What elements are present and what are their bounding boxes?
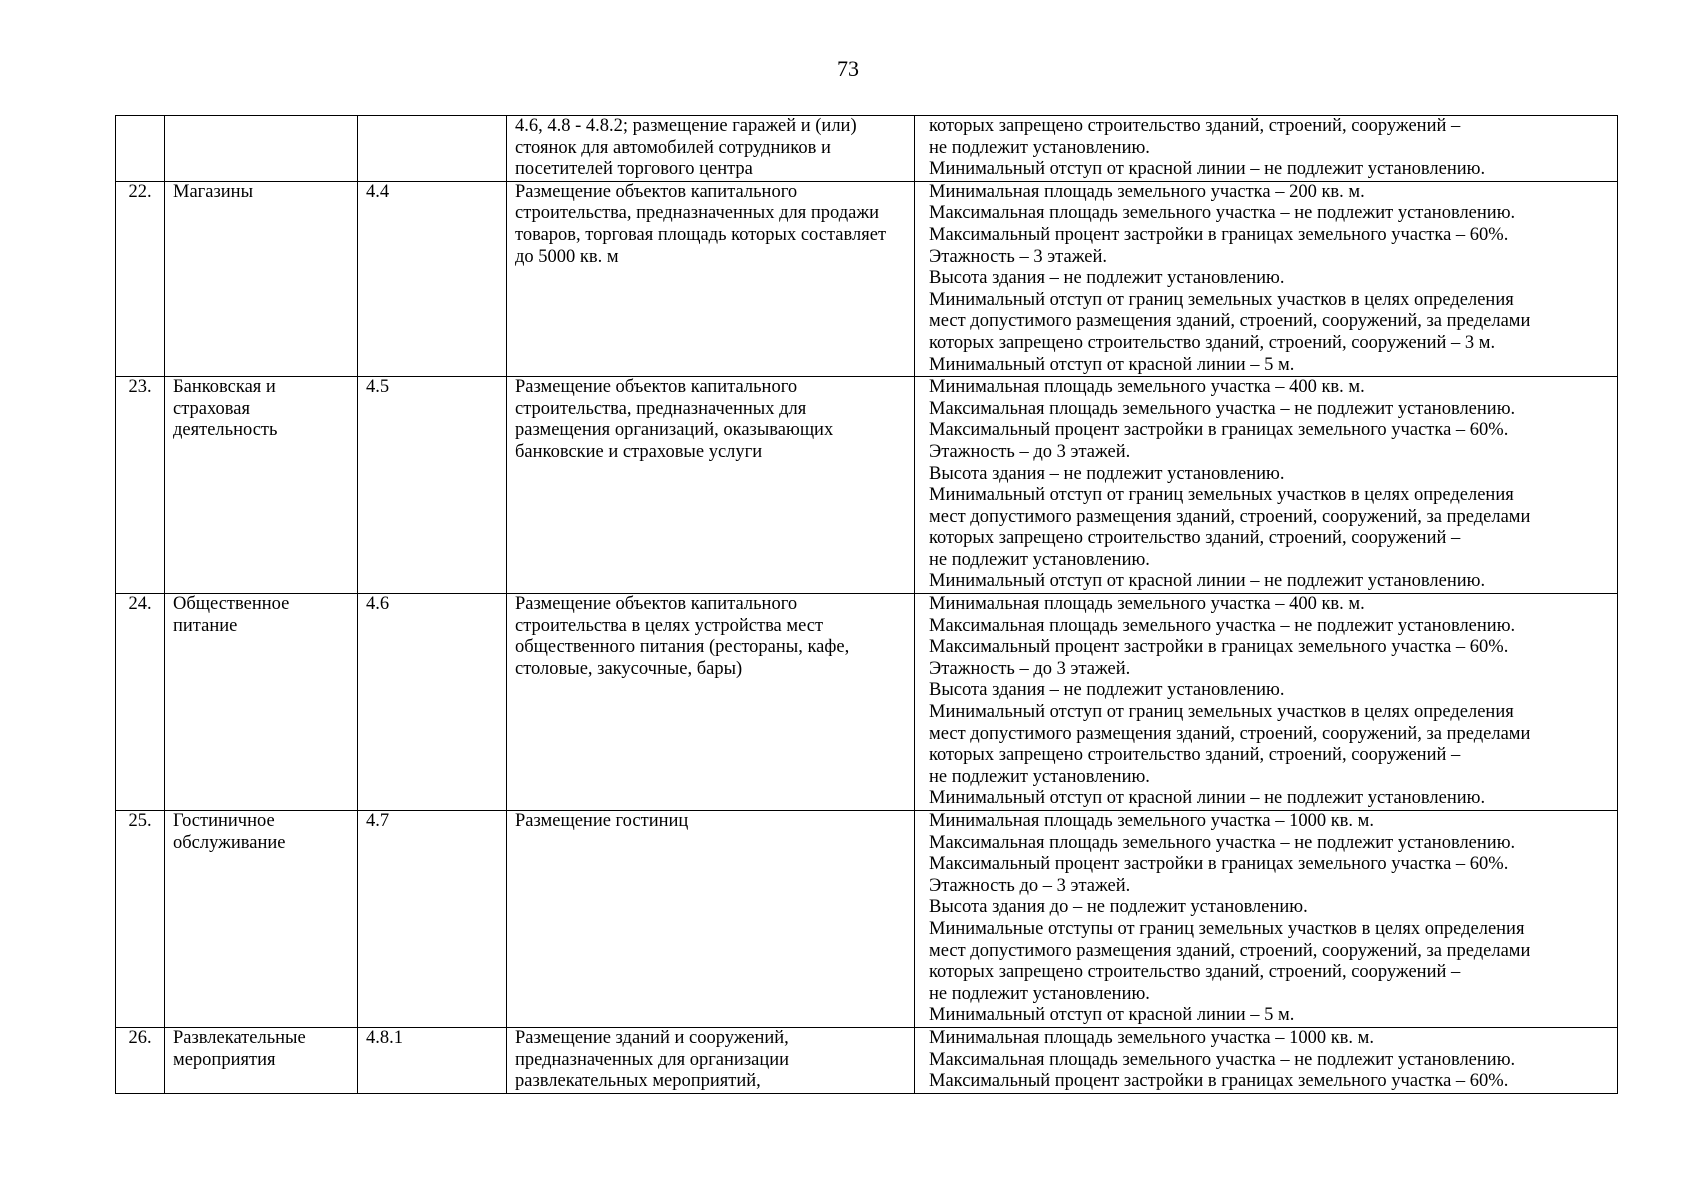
table-row [116, 811, 1618, 1028]
parameters-cell [915, 116, 1618, 182]
description-text: 4.6, 4.8 - 4.8.2; размещение гаражей и (или) стоянок для автомобилей сотрудников и посетителей торгового центра [515, 116, 857, 180]
description-cell [507, 1027, 915, 1093]
page-number: 73 [837, 56, 859, 81]
regulations-table [115, 115, 1618, 1094]
row-number-cell: 26. [116, 1027, 165, 1093]
parameter-line: Минимальная площадь земельного участка – 1000 кв. м. [929, 1027, 1375, 1048]
use-code-cell [358, 116, 507, 182]
parameter-line: Минимальная площадь земельного участка – 1000 кв. м. [929, 811, 1375, 831]
parameter-line: Высота здания – не подлежит установлению. [929, 680, 1285, 701]
parameter-line: Максимальный процент застройки в границах земельного участка – 60%. [929, 224, 1509, 245]
use-name-cell [165, 594, 358, 811]
parameter-line: Максимальная площадь земельного участка – не подлежит установлению. [929, 398, 1516, 419]
use-code-cell: 4.7 [358, 811, 507, 1028]
parameter-line: Максимальная площадь земельного участка – не подлежит установлению. [929, 615, 1516, 636]
table-row [116, 181, 1618, 376]
description-text: Размещение зданий и сооружений, предназначенных для организации развлекательных мероприятий, [515, 1027, 790, 1092]
parameter-line: Минимальный отступ от красной линии – 5 м. [929, 354, 1295, 375]
parameters-cell [915, 594, 1618, 811]
description-text: Размещение объектов капитального строительства, предназначенных для размещения организаций, оказывающих банковские и страховые услуги [515, 377, 834, 462]
parameter-line: Минимальный отступ от красной линии – не подлежит установлению. [929, 159, 1486, 180]
description-cell [507, 811, 915, 1028]
parameter-line: не подлежит установлению. [929, 549, 1150, 570]
parameter-line: Минимальный отступ от границ земельных участков в целях определения [929, 289, 1514, 310]
parameter-line: которых запрещено строительство зданий, строений, сооружений – 3 м. [929, 332, 1496, 353]
parameter-line: мест допустимого размещения зданий, строений, сооружений, за пределами [929, 311, 1531, 332]
table-row [116, 594, 1618, 811]
row-number-cell: 23. [116, 377, 165, 594]
use-name-text: Магазины [173, 181, 253, 202]
parameter-line: Этажность – до 3 этажей. [929, 441, 1131, 462]
parameters-cell [915, 811, 1618, 1028]
row-number-cell: 24. [116, 594, 165, 811]
parameter-line: не подлежит установлению. [929, 137, 1150, 158]
parameter-line: Максимальная площадь земельного участка – не подлежит установлению. [929, 832, 1516, 853]
row-number-cell: 25. [116, 811, 165, 1028]
parameter-line: Максимальная площадь земельного участка – не подлежит установлению. [929, 203, 1516, 224]
parameter-line: Высота здания – не подлежит установлению. [929, 463, 1285, 484]
parameters-cell [915, 1027, 1618, 1093]
description-cell [507, 181, 915, 376]
parameter-line: Минимальный отступ от красной линии – не подлежит установлению. [929, 788, 1486, 809]
parameter-line: Минимальная площадь земельного участка – 400 кв. м. [929, 377, 1365, 398]
use-name-cell [165, 116, 358, 182]
use-name-cell [165, 181, 358, 376]
description-text: Размещение гостиниц [515, 811, 689, 831]
parameter-line: которых запрещено строительство зданий, строений, сооружений – [929, 962, 1461, 983]
use-name-text: Гостиничное обслуживание [173, 811, 286, 853]
row-number-cell [116, 116, 165, 182]
use-code-cell: 4.5 [358, 377, 507, 594]
parameter-line: Максимальный процент застройки в границах земельного участка – 60%. [929, 420, 1509, 441]
description-cell [507, 594, 915, 811]
use-name-text: Банковская и страховая деятельность [173, 377, 278, 441]
table-row [116, 1027, 1618, 1093]
parameter-line: мест допустимого размещения зданий, строений, сооружений, за пределами [929, 506, 1531, 527]
use-name-text: Развлекательные мероприятия [173, 1027, 306, 1070]
use-name-text: Общественное питание [173, 594, 290, 636]
parameters-cell [915, 181, 1618, 376]
use-code-cell: 4.6 [358, 594, 507, 811]
parameter-line: не подлежит установлению. [929, 983, 1150, 1004]
parameter-line: Минимальный отступ от границ земельных участков в целях определения [929, 485, 1514, 506]
parameter-line: мест допустимого размещения зданий, строений, сооружений, за пределами [929, 940, 1531, 961]
description-cell [507, 116, 915, 182]
table-body [116, 116, 1618, 1094]
parameter-line: Максимальный процент застройки в границах земельного участка – 60%. [929, 637, 1509, 658]
parameter-line: Максимальная площадь земельного участка – не подлежит установлению. [929, 1049, 1516, 1070]
use-name-cell [165, 811, 358, 1028]
parameter-line: Минимальная площадь земельного участка – 200 кв. м. [929, 181, 1365, 202]
row-number-cell: 22. [116, 181, 165, 376]
parameter-line: Минимальный отступ от красной линии – 5 м. [929, 1005, 1295, 1026]
description-text: Размещение объектов капитального строительства в целях устройства мест общественного питания (рестораны, кафе, столовые, закусочные, бары) [515, 594, 850, 679]
parameter-line: не подлежит установлению. [929, 766, 1150, 787]
parameter-line: Этажность – 3 этажей. [929, 246, 1107, 267]
parameter-line: Минимальный отступ от красной линии – не подлежит установлению. [929, 571, 1486, 592]
parameter-line: Этажность – до 3 этажей. [929, 658, 1131, 679]
description-text: Размещение объектов капитального строительства, предназначенных для продажи товаров, торговая площадь которых составляет до 5000 кв. м [515, 181, 887, 267]
use-code-cell: 4.8.1 [358, 1027, 507, 1093]
use-name-cell [165, 377, 358, 594]
parameter-line: которых запрещено строительство зданий, строений, сооружений – [929, 745, 1461, 766]
parameter-line: которых запрещено строительство зданий, строений, сооружений – [929, 116, 1461, 136]
use-name-cell [165, 1027, 358, 1093]
use-code-cell: 4.4 [358, 181, 507, 376]
parameters-cell [915, 377, 1618, 594]
parameter-line: мест допустимого размещения зданий, строений, сооружений, за пределами [929, 723, 1531, 744]
description-cell [507, 377, 915, 594]
table-row [116, 377, 1618, 594]
table-row [116, 116, 1618, 182]
parameter-line: Минимальный отступ от границ земельных участков в целях определения [929, 702, 1514, 723]
parameter-line: Минимальная площадь земельного участка – 400 кв. м. [929, 594, 1365, 615]
parameter-line: которых запрещено строительство зданий, строений, сооружений – [929, 528, 1461, 549]
parameter-line: Минимальные отступы от границ земельных участков в целях определения [929, 918, 1525, 939]
parameter-line: Этажность до – 3 этажей. [929, 875, 1131, 896]
parameter-line: Максимальный процент застройки в границах земельного участка – 60%. [929, 1071, 1509, 1092]
parameter-line: Максимальный процент застройки в границах земельного участка – 60%. [929, 854, 1509, 875]
parameter-line: Высота здания – не подлежит установлению. [929, 268, 1285, 289]
parameter-line: Высота здания до – не подлежит установлению. [929, 897, 1308, 918]
